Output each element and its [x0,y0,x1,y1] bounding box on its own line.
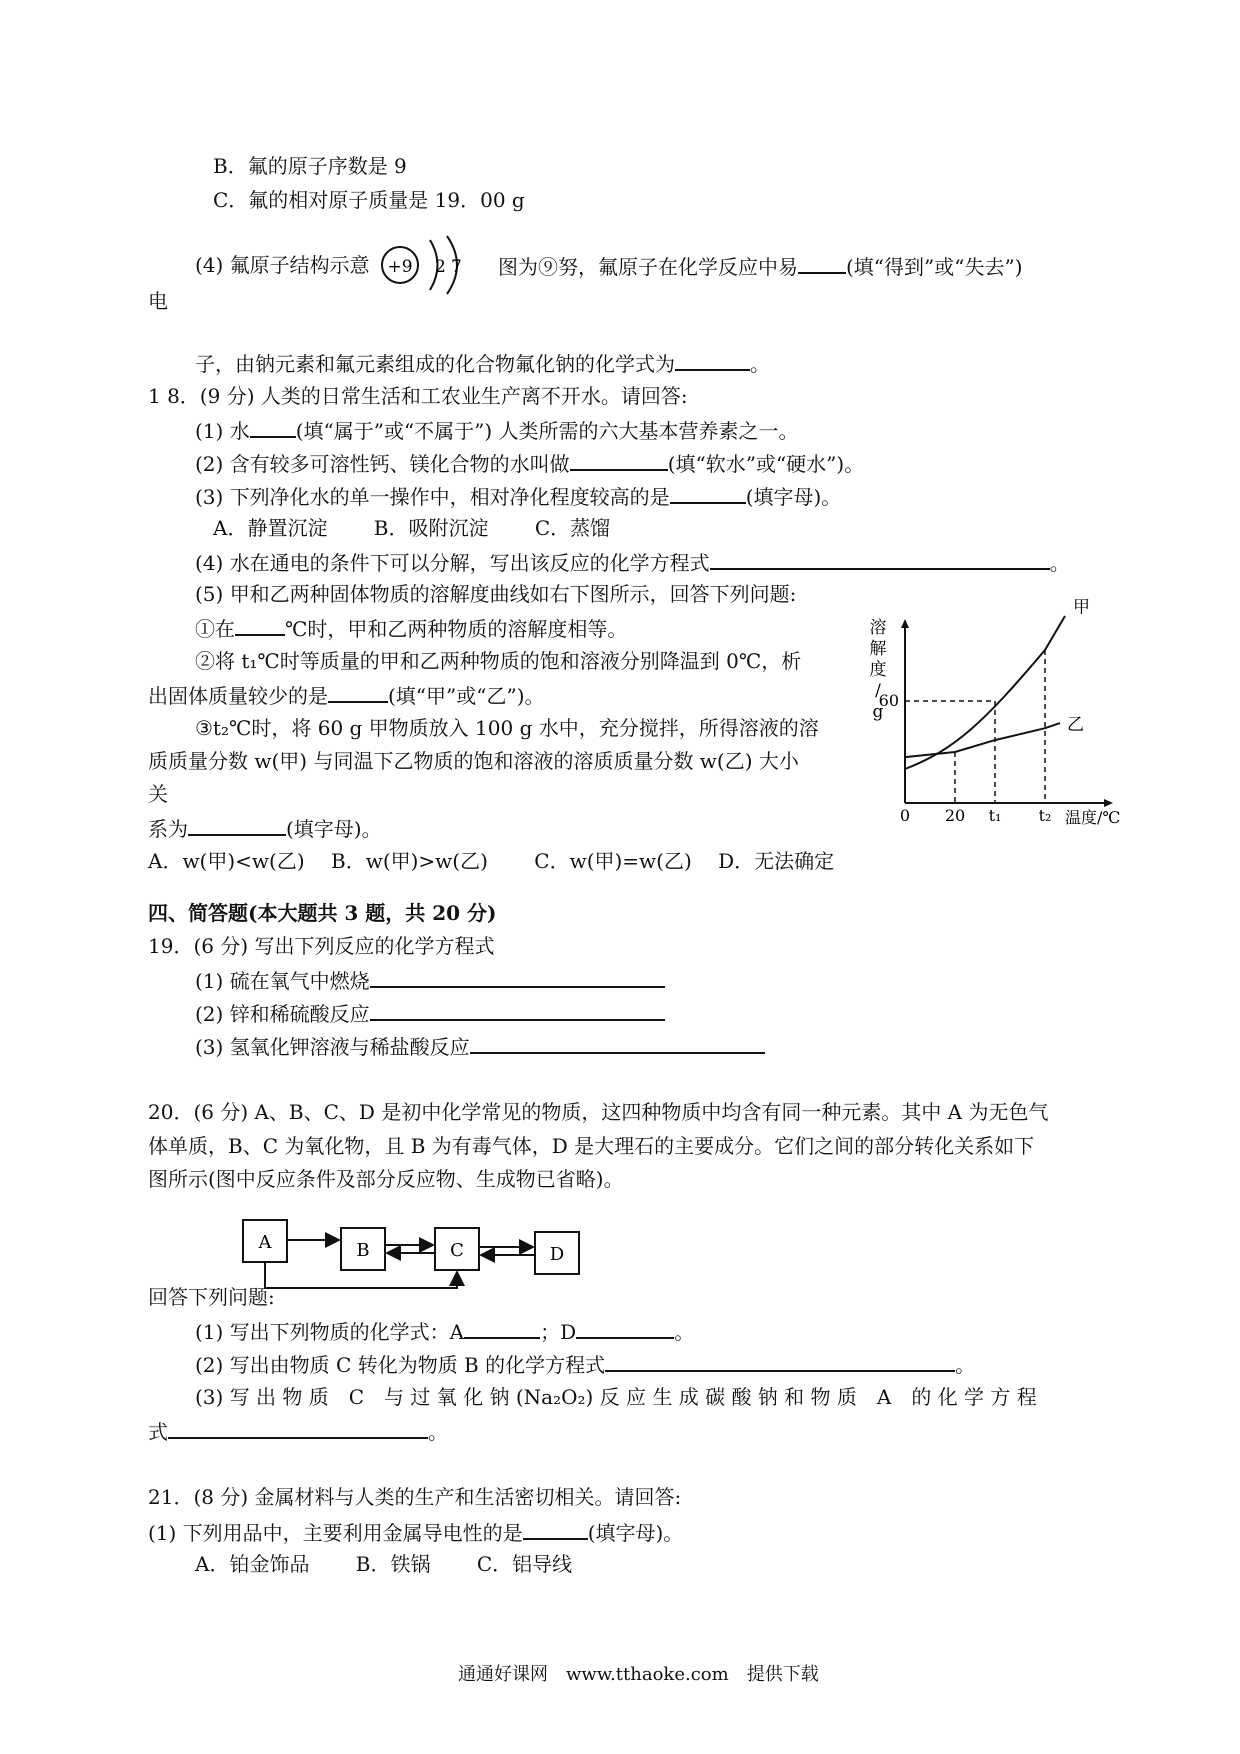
q17-part4-line1 [195,250,370,280]
arrow-a-to-c [265,1262,457,1288]
q20-part1 [195,1315,694,1347]
q19-part3-text: (3) 氢氧化钾溶液与稀盐酸反应 [195,1035,470,1059]
q17-part4-wrap: 电 [148,289,168,313]
q20-line2: 体单质，B、C 为氧化物，且 B 为有毒气体，D 是大理石的主要成分。它们之间的部分转化关系如下 [148,1134,1035,1158]
q18-sub1 [195,612,627,644]
q18-sub1-b: ℃时，甲和乙两种物质的溶解度相等。 [285,617,628,641]
blank-naf-formula[interactable] [675,347,750,371]
q18-sub3-a: 系为 [148,817,188,841]
q18-sub2-a: 出固体质量较少的是 [148,684,328,708]
q18-part2 [195,447,864,479]
footer-text: 通通好课网 www.tthaoke.com 提供下载 [458,1664,819,1685]
blank-koh-equation[interactable] [470,1030,765,1054]
blank-formula-a[interactable] [464,1315,540,1339]
blank-hard-soft-water[interactable] [570,447,668,471]
q18-part3 [195,480,841,512]
x-axis-label: 温度/℃ [1065,808,1121,827]
q20-part2 [195,1348,975,1380]
q18-part1-b: (填“属于”或“不属于”) 人类所需的六大基本营养素之一。 [295,419,799,443]
solubility-curve-chart [860,597,1130,830]
q18-part2-b: (填“软水”或“硬水”)。 [667,452,865,476]
q18-part2-a: (2) 含有较多可溶性钙、镁化合物的水叫做 [195,452,570,476]
blank-nutrient[interactable] [250,414,296,438]
series-label-yi: 乙 [1067,715,1084,736]
q17-part4-line2 [195,347,770,379]
q17-option-b: B．氟的原子序数是 9 [213,154,407,178]
q20-part2-b: 。 [955,1353,976,1377]
q20-part3-b: 。 [428,1420,448,1444]
q18-part4-a: (4) 水在通电的条件下可以分解，写出该反应的化学方程式 [195,551,710,575]
x-tick-label: 20 [944,806,966,825]
atom-nucleus-label: +9 [387,257,413,277]
q18-sub1-a: ①在 [195,617,235,641]
q18-sub3-line4 [148,812,382,844]
q20-part3-line2 [148,1415,448,1447]
y-tick-label: 60 [878,691,899,710]
q21-header: 21．(8 分) 金属材料与人类的生产和生活密切相关。请回答: [148,1485,682,1509]
q18-part5: (5) 甲和乙两种固体物质的溶解度曲线如右下图所示，回答下列问题: [195,582,797,606]
q17-part4-mid: 图为⑨努，氟原子在化学反应中易 [498,255,798,279]
y-axis-label-char: 解 [869,639,887,659]
blank-na2o2-equation[interactable] [168,1415,428,1439]
blank-conductivity[interactable] [523,1516,588,1540]
blank-zinc-equation[interactable] [370,997,665,1021]
blank-c-to-b-equation[interactable] [605,1348,955,1372]
q20-part1-a: (1) 写出下列物质的化学式：A [195,1320,465,1344]
q18-sub2-line2 [148,679,545,711]
q20-part1-c: 。 [674,1320,695,1344]
label-a: A [258,1232,272,1253]
q18-part4-b: 。 [1049,551,1070,575]
q17-option-c: C．氟的相对原子质量是 19．00 g [213,188,525,212]
q18-sub2-line1: ②将 t₁℃时等质量的甲和乙两种物质的饱和溶液分别降温到 0℃，析 [195,649,802,673]
q19-part2 [195,997,665,1029]
q19-header: 19．(6 分) 写出下列反应的化学方程式 [148,934,495,958]
label-d: D [549,1244,565,1265]
q17-part4-line1-cont [498,250,1023,282]
blank-gain-lose[interactable] [798,250,846,274]
label-c: C [450,1240,464,1261]
blank-electrolysis-equation[interactable] [710,546,1050,570]
fluorine-atom-structure-diagram [375,232,485,302]
y-axis-label-char: 溶 [869,618,887,638]
conversion-relation-diagram [235,1210,595,1310]
q21-part1-b: (填字母)。 [587,1521,684,1545]
q20-line3: 图所示(图中反应条件及部分反应物、生成物已省略)。 [148,1167,624,1191]
q18-sub3-line1: ③t₂℃时，将 60 g 甲物质放入 100 g 水中，充分搅拌，所得溶液的溶 [195,716,819,740]
q19-part1-text: (1) 硫在氧气中燃烧 [195,969,370,993]
q17-part4-line2-text: 子，由钠元素和氟元素组成的化合物氟化钠的化学式为 [195,352,675,376]
q21-part1 [148,1516,683,1548]
q19-part1 [195,964,665,996]
q18-sub3-b: (填字母)。 [286,817,382,841]
q18-part4 [195,546,1070,578]
series-line-yi [905,723,1060,757]
q18-part3-options: A．静置沉淀 B．吸附沉淀 C．蒸馏 [213,516,611,540]
section4-title: 四、简答题(本大题共 3 题，共 20 分) [148,901,497,925]
y-axis-arrow [901,619,909,628]
q19-part3 [195,1030,765,1062]
q20-line1: 20．(6 分) A、B、C、D 是初中化学常见的物质，这四种物质中均含有同一种元素。其中 A 为无色气 [148,1100,1049,1124]
q18-part1-a: (1) 水 [195,419,250,443]
q19-part2-text: (2) 锌和稀硫酸反应 [195,1002,370,1026]
blank-purification[interactable] [670,480,746,504]
q20-part2-a: (2) 写出由物质 C 转化为物质 B 的化学方程式 [195,1353,606,1377]
q18-sub2-b: (填“甲”或“乙”)。 [388,684,545,708]
x-tick-label: t₁ [988,806,1002,825]
q17-part4-prefix: (4) 氟原子结构示意 [195,253,370,277]
x-tick-label: t₂ [1038,806,1052,825]
blank-formula-d[interactable] [576,1315,674,1339]
atom-shell2-electrons: 7 [451,257,462,277]
x-tick-label: 0 [899,806,911,825]
q17-part4-suffix: (填“得到”或“失去”) [846,255,1023,279]
y-axis-label-char: g [872,702,884,722]
y-axis-label-char: 度 [869,660,887,680]
q18-header: 1 8．(9 分) 人类的日常生活和工农业生产离不开水。请回答: [148,384,688,408]
q21-part1-options: A．铂金饰品 B．铁锅 C．铝导线 [195,1552,573,1576]
blank-fraction-compare[interactable] [188,812,286,836]
x-axis-arrow [1104,799,1113,807]
q18-sub3-line3: 关 [148,782,168,806]
series-label-jia: 甲 [1073,597,1090,618]
atom-shell1-electrons: 2 [435,257,446,277]
blank-equal-temperature[interactable] [235,612,285,636]
q18-part3-a: (3) 下列净化水的单一操作中，相对净化程度较高的是 [195,485,670,509]
blank-sulfur-equation[interactable] [370,964,665,988]
q20-part3-a: 式 [148,1420,168,1444]
q17-part4-end: 。 [750,352,770,376]
label-b: B [356,1240,370,1261]
blank-less-precipitate[interactable] [328,679,388,703]
q18-sub3-line2: 质质量分数 w(甲) 与同温下乙物质的饱和溶液的溶质质量分数 w(乙) 大小 [148,749,799,773]
y-axis-label-char: / [875,681,881,701]
q20-part3-line1: (3) 写 出 物 质 C 与 过 氧 化 钠 (Na₂O₂) 反 应 生 成 碳 酸 钠 和 物 质 A 的 化 学 方 程 [195,1385,1037,1409]
q20-answer-intro: 回答下列问题: [148,1285,275,1309]
q20-part1-b: ；D [540,1320,577,1344]
q18-part1 [195,414,799,446]
series-line-jia [905,616,1065,769]
q18-part3-b: (填字母)。 [745,485,842,509]
q21-part1-a: (1) 下列用品中，主要利用金属导电性的是 [148,1521,523,1545]
q18-sub3-options: A．w(甲)<w(乙) B．w(甲)>w(乙) C．w(甲)=w(乙) D．无法确定 [148,849,835,873]
